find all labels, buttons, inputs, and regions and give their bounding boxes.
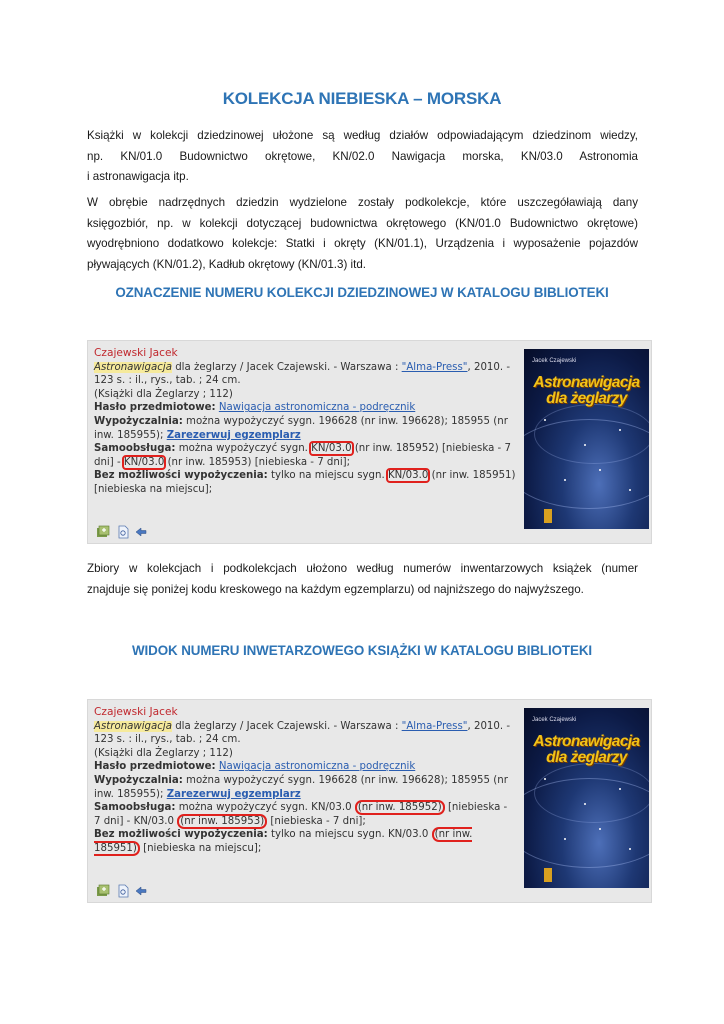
book-cover-image xyxy=(524,349,649,529)
signature: KN/03.0 xyxy=(133,815,175,827)
reserve-link[interactable]: Zarezerwuj egzemplarz xyxy=(166,429,301,441)
inventory-number: (nr inw. 185953) xyxy=(167,456,252,468)
cover-title xyxy=(528,375,645,407)
self-service-text: [niebieska - 7 dni] - xyxy=(94,802,508,827)
signature-highlight: KN/03.0 xyxy=(311,443,352,455)
publisher-link[interactable]: "Alma-Press" xyxy=(401,720,468,732)
lending-text: można wypożyczyć sygn. 196628 (nr inw. 196628); 185955 (nr inw. 185955); xyxy=(94,415,508,441)
inventory-number-highlight: (nr inw. 185951) xyxy=(94,829,473,854)
subject-link[interactable]: Nawigacja astronomiczna - podręcznik xyxy=(218,761,416,773)
text-line: W obrębie nadrzędnych dziedzin wydzielone zostały podkolekcje, które uszczegóławiają dany xyxy=(87,196,638,209)
inventory-number-highlight: (nr inw. 185953) xyxy=(177,814,267,829)
subject-label: Hasło przedmiotowe: xyxy=(94,761,216,773)
text-line: i astronawigacja itp. xyxy=(87,170,189,183)
record-title-highlight: Astronawigacja xyxy=(94,720,172,732)
record-publication: , 2010. - 123 s. : il., rys., tab. ; 24 cm. xyxy=(94,361,511,387)
record-author[interactable]: Czajewski Jacek xyxy=(94,347,178,359)
no-loan-label: Bez możliwości wypożyczenia: xyxy=(94,829,268,841)
text-line: Książki w kolekcji dziedzinowej ułożone są według działów odpowiadającym dziedzinom wiedzy, xyxy=(87,129,638,142)
lending-label: Wypożyczalnia: xyxy=(94,774,183,786)
inventory-number: (nr inw. 185952) xyxy=(354,443,439,455)
cover-author: Jacek Czajewski xyxy=(532,717,577,723)
cover-title-line: Astronawigacja xyxy=(533,733,640,750)
publisher-link[interactable]: "Alma-Press" xyxy=(401,361,468,373)
signature: KN/03.0 xyxy=(387,829,429,841)
text-line: wyodrębniono dodatkowo kolekcje: Statki i okręty (KN/01.1), Urządzenia i wyposażenie pojazdów xyxy=(87,237,638,250)
document-icon[interactable] xyxy=(116,884,130,898)
section-heading-collection-number: OZNACZENIE NUMERU KOLEKCJI DZIEDZINOWEJ W KATALOGU BIBLIOTEKI xyxy=(115,285,609,300)
publisher-logo-icon xyxy=(544,509,552,523)
back-arrow-icon[interactable] xyxy=(134,525,148,539)
self-service-label: Samoobsługa: xyxy=(94,802,176,814)
document-icon[interactable] xyxy=(116,525,130,539)
no-loan-tail: [niebieska na miejscu]; xyxy=(139,842,262,854)
cover-title-line: Astronawigacja xyxy=(533,374,640,391)
section-heading-inventory-number: WIDOK NUMERU INWETARZOWEGO KSIĄŻKI W KATALOGU BIBLIOTEKI xyxy=(131,643,593,658)
record-title: dla żeglarzy / Jacek Czajewski. - Warszawa : xyxy=(171,720,402,732)
text-line: pływających (KN/01.2), Kadłub okrętowy (KN/01.3) itd. xyxy=(87,257,367,271)
text-line: np. KN/01.0 Budownictwo okrętowe, KN/02.0 Nawigacja morska, KN/03.0 Astronomia xyxy=(87,149,638,163)
cover-title-line: dla żeglarzy xyxy=(546,390,627,407)
subject-label: Hasło przedmiotowe: xyxy=(94,402,216,414)
no-loan-text: tylko na miejscu sygn. xyxy=(267,829,388,841)
catalog-record xyxy=(94,347,516,497)
publisher-logo-icon xyxy=(544,868,552,882)
book-cover-image xyxy=(524,708,649,888)
catalog-record xyxy=(94,706,516,856)
inventory-number-highlight: (nr inw. 185952) xyxy=(355,800,445,815)
record-series: (Książki dla Żeglarzy ; 112) xyxy=(94,747,233,759)
record-title: dla żeglarzy / Jacek Czajewski. - Warszawa : xyxy=(171,361,402,373)
signature: KN/03.0 xyxy=(311,802,352,814)
record-publication: , 2010. - 123 s. : il., rys., tab. ; 24 cm. xyxy=(94,720,511,746)
record-title-highlight: Astronawigacja xyxy=(94,361,172,373)
catalog-add-icon[interactable] xyxy=(96,525,110,539)
self-service-text: [niebieska - 7 dni]; xyxy=(267,815,366,827)
cover-author: Jacek Czajewski xyxy=(532,358,577,364)
no-loan-text: tylko na miejscu sygn. xyxy=(267,470,388,482)
signature-highlight: KN/03.0 xyxy=(387,470,429,482)
text-line: znajduje się poniżej kodu kreskowego na każdym egzemplarzu) od najniższego do najwyższego. xyxy=(87,582,584,596)
self-service-text: można wypożyczyć sygn. xyxy=(175,443,312,455)
self-service-text: [niebieska - 7 dni]; xyxy=(251,456,351,468)
cover-title-line: dla żeglarzy xyxy=(546,749,627,766)
inventory-number: (nr inw. 185951) xyxy=(431,470,516,482)
text-line: Zbiory w kolekcjach i podkolekcjach ułożono według numerów inwentarzowych książek (numer xyxy=(87,562,638,575)
no-loan-tail: [niebieska na miejscu]; xyxy=(94,483,213,495)
self-service-text: można wypożyczyć sygn. xyxy=(175,802,312,814)
text-line: księgozbiór, np. w kolekcji dotyczącej budownictwa okrętowego (KN/01.0 Budownictwo okrętowe) xyxy=(87,216,638,230)
catalog-screenshot-2 xyxy=(87,699,652,903)
lending-label: Wypożyczalnia: xyxy=(94,415,183,427)
intro-paragraph xyxy=(87,126,638,188)
record-series: (Książki dla Żeglarzy ; 112) xyxy=(94,388,233,400)
subject-link[interactable]: Nawigacja astronomiczna - podręcznik xyxy=(218,402,416,414)
self-service-text: [niebieska - 7 dni] - xyxy=(94,443,511,468)
page-title: KOLEKCJA NIEBIESKA – MORSKA xyxy=(222,89,502,108)
catalog-screenshot-1 xyxy=(87,340,652,544)
cover-title xyxy=(528,734,645,766)
lending-text: można wypożyczyć sygn. 196628 (nr inw. 196628); 185955 (nr inw. 185955); xyxy=(94,774,508,800)
record-author[interactable]: Czajewski Jacek xyxy=(94,706,178,718)
subcollections-paragraph xyxy=(87,193,638,275)
catalog-add-icon[interactable] xyxy=(96,884,110,898)
no-loan-label: Bez możliwości wypożyczenia: xyxy=(94,470,268,482)
self-service-label: Samoobsługa: xyxy=(94,443,176,455)
signature-highlight: KN/03.0 xyxy=(123,456,165,468)
back-arrow-icon[interactable] xyxy=(134,884,148,898)
ordering-paragraph xyxy=(87,559,638,600)
reserve-link[interactable]: Zarezerwuj egzemplarz xyxy=(166,788,301,800)
